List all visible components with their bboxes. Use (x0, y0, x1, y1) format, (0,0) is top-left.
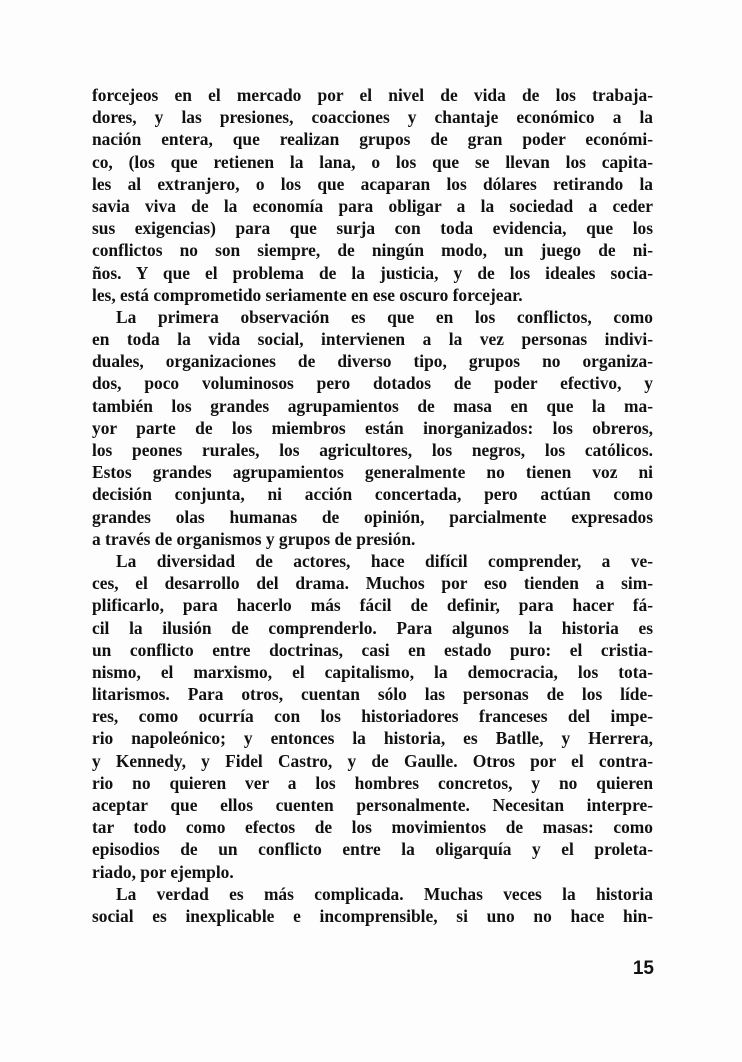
text-line: dores, y las presiones, coacciones y chantaje económico a la (92, 107, 653, 128)
text-line: cil la ilusión de comprenderlo. Para algunos la historia es (92, 617, 653, 638)
text-line: forcejeos en el mercado por el nivel de vida de los trabaja- (92, 85, 653, 105)
text-line: riado, por ejemplo. (92, 861, 234, 882)
text-line: grandes olas humanas de opinión, parcialmente expresados (92, 506, 653, 527)
text-line: rio napoleónico; y entonces la historia, es Batlle, y Herrera, (92, 728, 653, 749)
text-line: les al extranjero, o los que acaparan los dólares retirando la (92, 173, 653, 194)
text-line: litarismos. Para otros, cuentan sólo las personas de los líde- (92, 684, 653, 705)
text-line: social es inexplicable e incomprensible, si uno no hace hin- (92, 905, 653, 926)
text-line: y Kennedy, y Fidel Castro, y de Gaulle. Otros por el contra- (92, 750, 653, 771)
text-line: conflictos no son siempre, de ningún modo, un juego de ni- (92, 240, 653, 261)
text-line: tar todo como efectos de los movimientos de masas: como (92, 817, 653, 838)
text-line: La diversidad de actores, hace difícil comprender, a ve- (116, 550, 653, 571)
body-text (92, 84, 653, 927)
paragraph-2 (92, 306, 653, 550)
text-line: rio no quieren ver a los hombres concretos, y no quieren (92, 772, 653, 793)
text-line: un conflicto entre doctrinas, casi en estado puro: el cristia- (92, 639, 653, 660)
text-line: ños. Y que el problema de la justicia, y de los ideales socia- (92, 262, 653, 283)
text-line: res, como ocurría con los historiadores franceses del impe- (92, 706, 653, 727)
text-line: savia viva de la economía para obligar a la sociedad a ceder (92, 195, 653, 216)
text-line: nismo, el marxismo, el capitalismo, la democracia, los tota- (92, 661, 653, 682)
text-line: nación entera, que realizan grupos de gran poder económi- (92, 129, 653, 150)
text-line: La primera observación es que en los conflictos, como (116, 306, 653, 327)
text-line: duales, organizaciones de diverso tipo, grupos no organiza- (92, 351, 653, 372)
page-number: 15 (632, 958, 654, 979)
paragraph-1 (92, 84, 653, 306)
text-line: Estos grandes agrupamientos generalmente no tienen voz ni (92, 462, 653, 483)
text-line: plificarlo, para hacerlo más fácil de definir, para hacer fá- (92, 595, 653, 616)
text-line: aceptar que ellos cuenten personalmente. Necesitan interpre- (92, 795, 653, 815)
paragraph-4 (92, 883, 653, 927)
text-line: a través de organismos y grupos de presión. (92, 528, 416, 549)
text-line: yor parte de los miembros están inorganizados: los obreros, (92, 417, 653, 438)
text-line: sus exigencias) para que surja con toda evidencia, que los (92, 218, 653, 239)
text-line: episodios de un conflicto entre la oligarquía y el proleta- (92, 839, 653, 860)
text-line: también los grandes agrupamientos de masa en que la ma- (92, 395, 653, 416)
text-line: La verdad es más complicada. Muchas veces la historia (116, 883, 653, 904)
text-line: decisión conjunta, ni acción concertada, pero actúan como (92, 484, 653, 505)
text-line: dos, poco voluminosos pero dotados de poder efectivo, y (92, 373, 653, 394)
paragraph-3 (92, 550, 653, 883)
text-line: co, (los que retienen la lana, o los que se llevan los capita- (92, 151, 653, 172)
text-line: ces, el desarrollo del drama. Muchos por eso tienden a sim- (92, 573, 653, 594)
text-line: les, está comprometido seriamente en ese oscuro forcejear. (92, 284, 523, 305)
text-line: los peones rurales, los agricultores, los negros, los católicos. (92, 440, 653, 460)
text-line: en toda la vida social, intervienen a la vez personas indivi- (92, 329, 653, 350)
